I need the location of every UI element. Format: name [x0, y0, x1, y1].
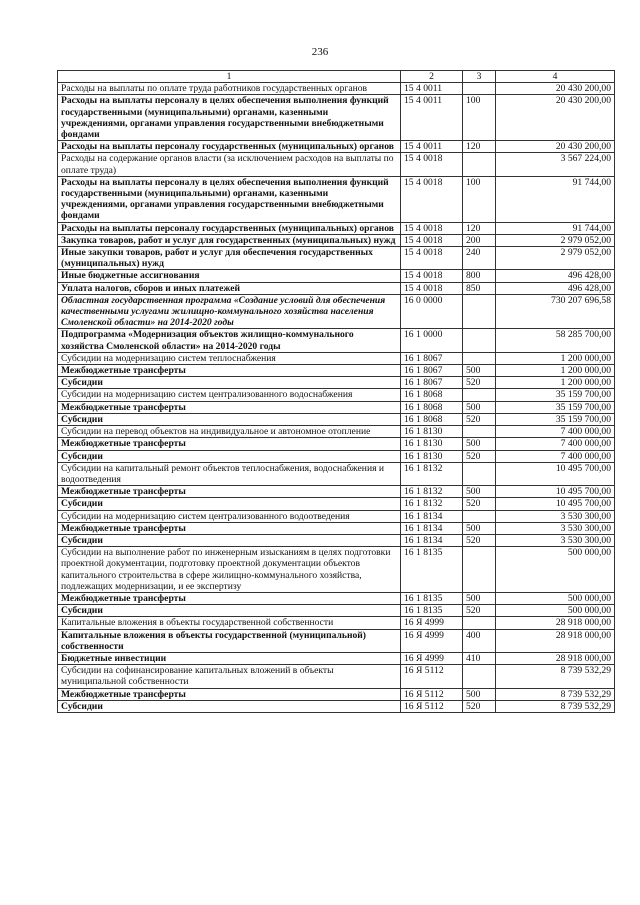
row-amount-cell: 500 000,00	[496, 592, 615, 604]
row-amount-cell: 58 285 700,00	[496, 329, 615, 352]
row-name-cell: Капитальные вложения в объекты государственной (муниципальной) собственности	[58, 629, 401, 652]
row-type-cell: 850	[463, 282, 496, 294]
table-row	[58, 652, 615, 664]
row-type-cell	[463, 510, 496, 522]
row-type-cell: 500	[463, 486, 496, 498]
row-type-cell: 500	[463, 688, 496, 700]
row-name-cell: Субсидии на софинансирование капитальных вложений в объекты муниципальной собственности	[58, 665, 401, 688]
table-row	[58, 629, 615, 652]
row-name-cell: Расходы на выплаты персоналу в целях обеспечения выполнения функций государственными (муниципальными) органами, казенными учреждениями, органами управления государственными внебюджетными фондами	[58, 95, 401, 141]
row-code-cell: 16 1 8134	[401, 510, 463, 522]
row-type-cell: 520	[463, 700, 496, 712]
row-amount-cell: 20 430 200,00	[496, 141, 615, 153]
row-type-cell: 500	[463, 365, 496, 377]
row-code-cell: 15 4 0018	[401, 176, 463, 222]
row-code-cell: 15 4 0011	[401, 95, 463, 141]
row-name-cell: Межбюджетные трансферты	[58, 688, 401, 700]
table-row	[58, 234, 615, 246]
row-amount-cell: 3 567 224,00	[496, 153, 615, 176]
row-type-cell	[463, 426, 496, 438]
row-amount-cell: 3 530 300,00	[496, 522, 615, 534]
row-amount-cell: 2 979 052,00	[496, 247, 615, 270]
table-row	[58, 438, 615, 450]
table-row	[58, 547, 615, 593]
row-code-cell: 16 Я 4999	[401, 617, 463, 629]
row-type-cell: 100	[463, 95, 496, 141]
row-type-cell: 240	[463, 247, 496, 270]
row-amount-cell: 730 207 696,58	[496, 294, 615, 329]
table-row	[58, 247, 615, 270]
row-name-cell: Межбюджетные трансферты	[58, 486, 401, 498]
row-amount-cell: 496 428,00	[496, 270, 615, 282]
table-row	[58, 592, 615, 604]
row-code-cell: 16 1 8068	[401, 389, 463, 401]
table-row	[58, 329, 615, 352]
row-code-cell: 16 1 8130	[401, 426, 463, 438]
row-name-cell: Иные закупки товаров, работ и услуг для обеспечения государственных (муниципальных) нужд	[58, 247, 401, 270]
table-row	[58, 605, 615, 617]
row-name-cell: Расходы на выплаты персоналу государственных (муниципальных) органов	[58, 222, 401, 234]
row-name-cell: Расходы на выплаты по оплате труда работников государственных органов	[58, 83, 401, 95]
row-code-cell: 16 1 8134	[401, 522, 463, 534]
row-type-cell	[463, 294, 496, 329]
row-code-cell: 16 Я 4999	[401, 629, 463, 652]
row-amount-cell: 1 200 000,00	[496, 377, 615, 389]
row-name-cell: Расходы на выплаты персоналу государственных (муниципальных) органов	[58, 141, 401, 153]
row-amount-cell: 496 428,00	[496, 282, 615, 294]
row-amount-cell: 2 979 052,00	[496, 234, 615, 246]
row-code-cell: 16 1 8135	[401, 605, 463, 617]
row-name-cell: Уплата налогов, сборов и иных платежей	[58, 282, 401, 294]
row-name-cell: Субсидии на перевод объектов на индивидуальное и автономное отопление	[58, 426, 401, 438]
row-name-cell: Субсидии	[58, 605, 401, 617]
row-name-cell: Межбюджетные трансферты	[58, 438, 401, 450]
row-code-cell: 16 Я 5112	[401, 688, 463, 700]
row-name-cell: Субсидии	[58, 700, 401, 712]
row-type-cell: 520	[463, 450, 496, 462]
row-code-cell: 16 1 8132	[401, 486, 463, 498]
row-name-cell: Иные бюджетные ассигнования	[58, 270, 401, 282]
table-row	[58, 498, 615, 510]
table-row	[58, 377, 615, 389]
row-code-cell: 15 4 0018	[401, 153, 463, 176]
table-row	[58, 617, 615, 629]
row-type-cell: 200	[463, 234, 496, 246]
row-amount-cell: 10 495 700,00	[496, 462, 615, 485]
table-row	[58, 176, 615, 222]
row-name-cell: Капитальные вложения в объекты государственной собственности	[58, 617, 401, 629]
row-amount-cell: 7 400 000,00	[496, 450, 615, 462]
row-code-cell: 16 1 8135	[401, 592, 463, 604]
row-type-cell	[463, 617, 496, 629]
row-amount-cell: 20 430 200,00	[496, 95, 615, 141]
column-header-type: 3	[463, 71, 496, 83]
table-row	[58, 153, 615, 176]
header-row	[58, 71, 615, 83]
row-type-cell	[463, 153, 496, 176]
row-name-cell: Субсидии на модернизацию систем централизованного водоотведения	[58, 510, 401, 522]
row-amount-cell: 20 430 200,00	[496, 83, 615, 95]
row-type-cell: 800	[463, 270, 496, 282]
row-amount-cell: 91 744,00	[496, 176, 615, 222]
row-code-cell: 16 1 8130	[401, 438, 463, 450]
row-type-cell: 400	[463, 629, 496, 652]
row-code-cell: 15 4 0018	[401, 247, 463, 270]
row-amount-cell: 3 530 300,00	[496, 510, 615, 522]
row-code-cell: 16 1 8132	[401, 498, 463, 510]
table-row	[58, 450, 615, 462]
table-row	[58, 389, 615, 401]
row-type-cell	[463, 83, 496, 95]
table-row	[58, 700, 615, 712]
row-name-cell: Подпрограмма «Модернизация объектов жилищно-коммунального хозяйства Смоленской области» на 2014-2020 годы	[58, 329, 401, 352]
row-code-cell: 16 1 8067	[401, 352, 463, 364]
row-code-cell: 16 Я 5112	[401, 665, 463, 688]
table-row	[58, 222, 615, 234]
row-type-cell	[463, 665, 496, 688]
column-header-name: 1	[58, 71, 401, 83]
row-code-cell: 16 1 8068	[401, 413, 463, 425]
row-type-cell: 520	[463, 534, 496, 546]
row-amount-cell: 3 530 300,00	[496, 534, 615, 546]
row-type-cell: 120	[463, 222, 496, 234]
row-name-cell: Расходы на выплаты персоналу в целях обеспечения выполнения функций государственными (муниципальными) органами, казенными учреждениями, органами управления государственными внебюджетными фондами	[58, 176, 401, 222]
row-amount-cell: 7 400 000,00	[496, 438, 615, 450]
table-row	[58, 486, 615, 498]
row-amount-cell: 35 159 700,00	[496, 401, 615, 413]
table-header	[58, 71, 615, 83]
row-amount-cell: 1 200 000,00	[496, 352, 615, 364]
row-code-cell: 16 1 8067	[401, 377, 463, 389]
row-type-cell: 500	[463, 592, 496, 604]
table-row	[58, 534, 615, 546]
row-code-cell: 16 1 8132	[401, 462, 463, 485]
table-row	[58, 462, 615, 485]
row-name-cell: Межбюджетные трансферты	[58, 401, 401, 413]
row-amount-cell: 1 200 000,00	[496, 365, 615, 377]
table-row	[58, 282, 615, 294]
row-type-cell: 520	[463, 377, 496, 389]
table-row	[58, 401, 615, 413]
row-code-cell: 16 1 8068	[401, 401, 463, 413]
row-code-cell: 15 4 0018	[401, 222, 463, 234]
row-code-cell: 15 4 0018	[401, 270, 463, 282]
row-name-cell: Межбюджетные трансферты	[58, 592, 401, 604]
row-name-cell: Межбюджетные трансферты	[58, 365, 401, 377]
row-name-cell: Расходы на содержание органов власти (за исключением расходов на выплаты по оплате труда)	[58, 153, 401, 176]
row-amount-cell: 500 000,00	[496, 547, 615, 593]
table-row	[58, 270, 615, 282]
row-type-cell	[463, 462, 496, 485]
row-code-cell: 16 0 0000	[401, 294, 463, 329]
row-name-cell: Бюджетные инвестиции	[58, 652, 401, 664]
row-amount-cell: 8 739 532,29	[496, 700, 615, 712]
row-type-cell	[463, 329, 496, 352]
row-code-cell: 15 4 0011	[401, 141, 463, 153]
row-amount-cell: 28 918 000,00	[496, 652, 615, 664]
row-type-cell: 120	[463, 141, 496, 153]
row-name-cell: Межбюджетные трансферты	[58, 522, 401, 534]
row-code-cell: 16 Я 5112	[401, 700, 463, 712]
table-row	[58, 365, 615, 377]
row-name-cell: Субсидии	[58, 450, 401, 462]
row-name-cell: Субсидии на выполнение работ по инженерным изысканиям в целях подготовки проектной документации, подготовку проектной документации объектов капитального строительства в сфере жилищно-коммунального хозяйства, подлежащих модернизации, и ее экспертизу	[58, 547, 401, 593]
table-row	[58, 83, 615, 95]
row-name-cell: Субсидии на капитальный ремонт объектов теплоснабжения, водоснабжения и водоотведения	[58, 462, 401, 485]
row-name-cell: Субсидии	[58, 377, 401, 389]
column-header-amount: 4	[496, 71, 615, 83]
row-type-cell: 520	[463, 413, 496, 425]
row-type-cell: 500	[463, 438, 496, 450]
row-type-cell: 500	[463, 401, 496, 413]
row-name-cell: Закупка товаров, работ и услуг для государственных (муниципальных) нужд	[58, 234, 401, 246]
row-amount-cell: 8 739 532,29	[496, 688, 615, 700]
table-row	[58, 665, 615, 688]
row-code-cell: 16 1 8135	[401, 547, 463, 593]
table-row	[58, 413, 615, 425]
row-name-cell: Субсидии на модернизацию систем централизованного водоснабжения	[58, 389, 401, 401]
table-row	[58, 141, 615, 153]
column-header-code: 2	[401, 71, 463, 83]
row-amount-cell: 35 159 700,00	[496, 413, 615, 425]
table-row	[58, 352, 615, 364]
row-type-cell	[463, 547, 496, 593]
row-amount-cell: 35 159 700,00	[496, 389, 615, 401]
table-row	[58, 294, 615, 329]
row-code-cell: 15 4 0018	[401, 282, 463, 294]
row-code-cell: 16 Я 4999	[401, 652, 463, 664]
row-code-cell: 16 1 8134	[401, 534, 463, 546]
row-amount-cell: 8 739 532,29	[496, 665, 615, 688]
table-body	[58, 83, 615, 713]
row-code-cell: 16 1 8067	[401, 365, 463, 377]
row-type-cell: 100	[463, 176, 496, 222]
row-name-cell: Областная государственная программа «Создание условий для обеспечения качественными услугами жилищно-коммунального хозяйства населения Смоленской области» на 2014-2020 годы	[58, 294, 401, 329]
row-amount-cell: 28 918 000,00	[496, 629, 615, 652]
row-amount-cell: 500 000,00	[496, 605, 615, 617]
table-row	[58, 510, 615, 522]
row-code-cell: 15 4 0018	[401, 234, 463, 246]
row-name-cell: Субсидии	[58, 498, 401, 510]
row-name-cell: Субсидии	[58, 534, 401, 546]
row-amount-cell: 91 744,00	[496, 222, 615, 234]
table-row	[58, 522, 615, 534]
row-amount-cell: 28 918 000,00	[496, 617, 615, 629]
row-type-cell	[463, 389, 496, 401]
page-number: 236	[311, 46, 329, 58]
budget-table	[57, 70, 615, 713]
row-type-cell: 410	[463, 652, 496, 664]
table-row	[58, 426, 615, 438]
row-type-cell: 520	[463, 605, 496, 617]
row-amount-cell: 10 495 700,00	[496, 486, 615, 498]
row-type-cell	[463, 352, 496, 364]
row-name-cell: Субсидии	[58, 413, 401, 425]
row-type-cell: 500	[463, 522, 496, 534]
row-type-cell: 520	[463, 498, 496, 510]
table-row	[58, 688, 615, 700]
row-name-cell: Субсидии на модернизацию систем теплоснабжения	[58, 352, 401, 364]
row-amount-cell: 7 400 000,00	[496, 426, 615, 438]
table-row	[58, 95, 615, 141]
row-code-cell: 15 4 0011	[401, 83, 463, 95]
row-code-cell: 16 1 8130	[401, 450, 463, 462]
row-amount-cell: 10 495 700,00	[496, 498, 615, 510]
row-code-cell: 16 1 0000	[401, 329, 463, 352]
